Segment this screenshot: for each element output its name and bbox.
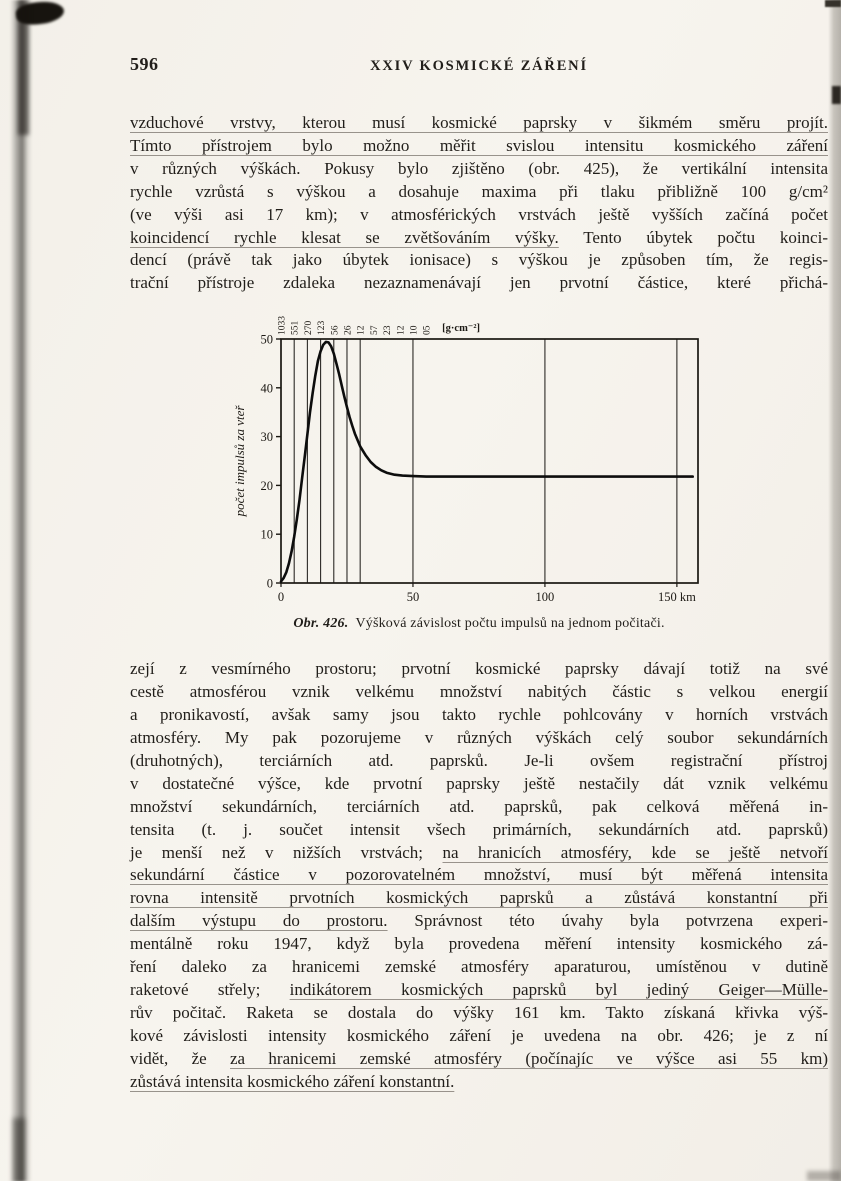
text-line (130, 112, 828, 135)
pressure-tick-label: 270 (303, 321, 314, 336)
text-segment: zejí z vesmírného prostoru; prvotní kosmické paprsky dávají totiž na své (130, 659, 828, 679)
x-tick-label: 100 (535, 590, 555, 605)
text-line (130, 1002, 828, 1025)
text-line (130, 249, 828, 272)
figure-caption-label: Obr. 426. (293, 616, 349, 632)
text-line (130, 956, 828, 979)
text-line (130, 1048, 828, 1071)
pencil-underlined-text: sekundární částice v pozorovatelném množství, musí být měřená intensita (130, 865, 828, 885)
text-segment: Správnost této úvahy byla potvrzena experi- (387, 911, 828, 931)
binding-shadow (10, 0, 32, 1181)
text-segment: mentálně roku 1947, když byla provedena měření intensity kosmického zá- (130, 934, 828, 954)
scan-artifact-left-top (18, 0, 29, 135)
text-line (130, 704, 828, 727)
pressure-tick-label: 10 (409, 325, 420, 336)
text-line (130, 158, 828, 181)
figure-caption (130, 616, 828, 632)
text-line (130, 910, 828, 933)
scan-artifact-bottom-right (807, 1171, 841, 1181)
text-segment: rův počitač. Raketa se dostala do výšky 161 km. Takto získaná křivka výš- (130, 1002, 828, 1022)
pencil-underlined-text: Tímto přístrojem bylo možno měřit svislou intensitu kosmického záření (130, 135, 828, 155)
text-line (130, 887, 828, 910)
text-segment: atmosféry. My pak pozorujeme v různých výškách celý soubor sekundárních (130, 727, 828, 747)
text-segment: (druhotných), terciárních atd. paprsků. Je-li ovšem registrační přístroj (130, 750, 828, 770)
text-segment: Tento úbytek počtu koinci- (558, 227, 828, 247)
text-line (130, 864, 828, 887)
chart-container (233, 307, 713, 610)
text-segment: v různých výškách. Pokusy bylo zjištěno (obr. 425), že vertikální intensita (130, 158, 828, 178)
paragraph-top (130, 112, 828, 295)
y-tick-label: 0 (266, 576, 273, 591)
pressure-tick-label: 12 (356, 325, 367, 336)
x-tick-label: 150 km (657, 590, 696, 605)
y-tick-label: 10 (260, 527, 273, 542)
text-line (130, 819, 828, 842)
text-segment: (ve výši asi 17 km); v atmosférických vrstvách ještě vyšších začíná počet (130, 204, 828, 224)
y-axis-label: počet impulsů za vteř (233, 405, 247, 517)
scan-artifact-left-bottom (13, 1118, 25, 1181)
scan-artifact-right (832, 86, 841, 104)
text-line (130, 272, 828, 295)
text-line (130, 979, 828, 1002)
y-tick-label: 20 (260, 479, 273, 494)
text-line (130, 773, 828, 796)
altitude-intensity-chart (233, 307, 713, 605)
text-line (130, 1071, 828, 1094)
text-segment: kové závislosti intensity kosmického záření je uvedena na obr. 426; je z ní (130, 1025, 828, 1045)
text-segment: množství sekundárních, terciárních atd. paprsků, pak celková měřená in- (130, 796, 828, 816)
pencil-underlined-text: indikátorem kosmických paprsků byl jediný Geiger—Mülle- (289, 979, 828, 999)
text-segment: cestě atmosférou vznik velkému množství nabitých částic s velkou energií (130, 682, 828, 702)
text-line (130, 181, 828, 204)
text-line (130, 842, 828, 865)
pressure-tick-label: 23 (383, 325, 394, 336)
pressure-tick-label: 26 (343, 325, 354, 336)
scan-artifact-top-right (825, 0, 841, 7)
text-segment: vidět, že (130, 1048, 230, 1068)
text-line (130, 204, 828, 227)
text-line (130, 681, 828, 704)
pressure-tick-label: 56 (330, 325, 341, 336)
text-segment: dencí (právě tak jako úbytek ionisace) s výškou je způsoben tím, že regis- (130, 250, 828, 270)
paragraph-bottom (130, 658, 828, 1093)
text-segment: ření daleko za hranicemi zemské atmosféry aparaturou, umístěnou v dutině (130, 957, 828, 977)
text-line (130, 750, 828, 773)
pressure-tick-label: 05 (422, 325, 433, 336)
pressure-tick-label: 57 (369, 325, 380, 336)
text-line (130, 658, 828, 681)
pressure-tick-label: 12 (396, 325, 407, 336)
page-content (130, 56, 828, 1093)
text-segment: trační přístroje zdaleka nezaznamenávají jen prvotní částice, které přichá- (130, 273, 828, 293)
text-line (130, 796, 828, 819)
y-tick-label: 30 (260, 430, 273, 445)
pressure-axis-unit: [g·cm⁻²] (442, 323, 481, 335)
running-header: XXIV KOSMICKÉ ZÁŘENÍ (370, 58, 588, 74)
page-edge-right (828, 0, 841, 1181)
x-tick-label: 50 (406, 590, 420, 605)
y-tick-label: 50 (260, 332, 273, 347)
figure-caption-text: Výšková závislost počtu impulsů na jednom počitači. (355, 616, 665, 632)
pencil-underlined-text: na hranicích atmosféry, kde se ještě netvoří (442, 842, 828, 862)
y-tick-label: 40 (260, 381, 273, 396)
text-line (130, 135, 828, 158)
text-line (130, 933, 828, 956)
text-segment: tensita (t. j. součet intensit všech primárních, sekundárních atd. paprsků) (130, 819, 828, 839)
pencil-underlined-text: dalším výstupu do prostoru. (130, 911, 388, 931)
text-line (130, 227, 828, 250)
x-tick-label: 0 (277, 590, 285, 605)
text-segment: je menší než v nižších vrstvách; (130, 842, 443, 862)
text-segment: raketové střely; (130, 979, 290, 999)
pressure-tick-label: 551 (290, 321, 301, 336)
figure-426 (130, 307, 828, 632)
pressure-tick-label: 1033 (277, 316, 288, 336)
pencil-underlined-text: zůstává intensita kosmického záření konstantní. (130, 1071, 455, 1091)
text-segment: a pronikavostí, avšak samy jsou takto rychle pohlcovány v horních vrstvách (130, 705, 828, 725)
pencil-underlined-text: za hranicemi zemské atmosféry (počínajíc ve výšce asi 55 km) (230, 1048, 828, 1068)
data-curve (281, 342, 693, 582)
plot-frame (281, 339, 698, 583)
text-segment: rychle vzrůstá s výškou a dosahuje maxima při tlaku přibližně 100 g/cm² (130, 181, 828, 201)
pencil-underlined-text: koincidencí rychle klesat se zvětšováním výšky. (130, 227, 559, 247)
text-segment: v dostatečné výšce, kde prvotní paprsky ještě nestačily dát vznik velkému (130, 773, 828, 793)
text-line (130, 727, 828, 750)
page-header (130, 56, 828, 78)
pencil-underlined-text: rovna intensitě prvotních kosmických paprsků a zůstává konstantní při (130, 888, 828, 908)
pencil-underlined-text: vzduchové vrstvy, kterou musí kosmické paprsky v šikmém směru projít. (130, 113, 828, 132)
pressure-tick-label: 123 (317, 321, 328, 336)
page-number: 596 (130, 54, 159, 74)
text-line (130, 1025, 828, 1048)
